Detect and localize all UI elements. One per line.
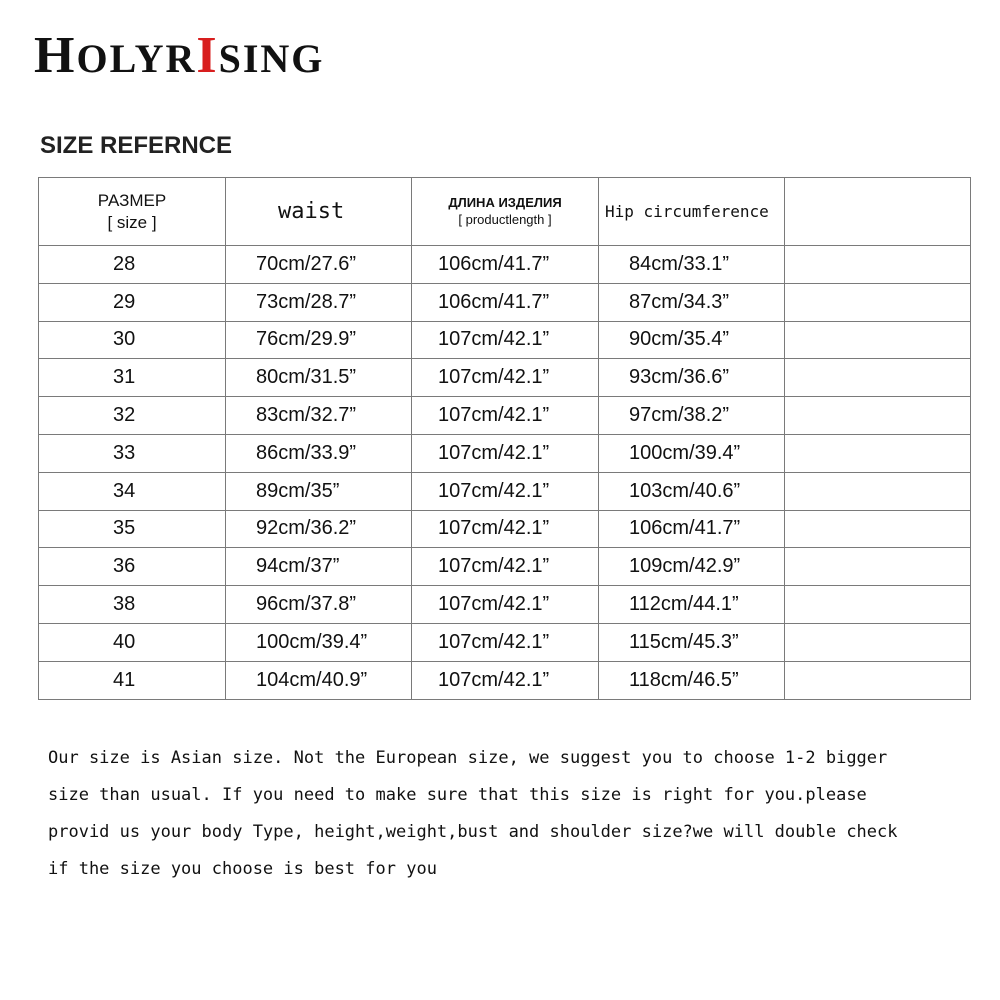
cell-waist: 73cm/28.7” [226,283,412,321]
cell-length: 106cm/41.7” [412,246,599,284]
note-line: size than usual. If you need to make sure that this size is right for you.please [48,785,867,805]
cell-length: 107cm/42.1” [412,434,599,472]
cell-length: 107cm/42.1” [412,359,599,397]
cell-empty [785,321,971,359]
cell-length: 107cm/42.1” [412,548,599,586]
cell-empty [785,246,971,284]
cell-size: 36 [39,548,226,586]
table-row [39,661,971,699]
cell-hip: 100cm/39.4” [599,434,785,472]
header-waist: waist [226,178,412,246]
table-row [39,434,971,472]
header-length-en: [ productlength ] [458,211,552,227]
cell-hip: 109cm/42.9” [599,548,785,586]
cell-empty [785,397,971,435]
cell-size: 31 [39,359,226,397]
table-row [39,472,971,510]
cell-empty [785,510,971,548]
header-size-en: [ size ] [107,212,157,232]
cell-hip: 93cm/36.6” [599,359,785,397]
cell-waist: 94cm/37” [226,548,412,586]
cell-hip: 106cm/41.7” [599,510,785,548]
cell-length: 107cm/42.1” [412,472,599,510]
cell-empty [785,359,971,397]
note-line: if the size you choose is best for you [48,859,437,879]
brand-logo: HOLYRISING [34,27,325,84]
cell-waist: 89cm/35” [226,472,412,510]
cell-waist: 96cm/37.8” [226,586,412,624]
cell-length: 107cm/42.1” [412,661,599,699]
cell-empty [785,434,971,472]
cell-hip: 118cm/46.5” [599,661,785,699]
table-row [39,548,971,586]
note-line: Our size is Asian size. Not the European size, we suggest you to choose 1-2 bigger [48,748,888,768]
cell-hip: 103cm/40.6” [599,472,785,510]
cell-waist: 100cm/39.4” [226,623,412,661]
cell-size: 30 [39,321,226,359]
table-row [39,246,971,284]
cell-size: 38 [39,586,226,624]
table-row [39,359,971,397]
table-row [39,397,971,435]
cell-length: 107cm/42.1” [412,586,599,624]
cell-hip: 90cm/35.4” [599,321,785,359]
note-line: provid us your body Type, height,weight,bust and shoulder size?we will double check [48,822,898,842]
cell-empty [785,661,971,699]
header-hip: Hip circumference [599,178,785,246]
page-heading: SIZE REFERNCE [40,132,233,159]
cell-waist: 104cm/40.9” [226,661,412,699]
header-extra [785,178,971,246]
cell-hip: 115cm/45.3” [599,623,785,661]
cell-waist: 86cm/33.9” [226,434,412,472]
cell-length: 107cm/42.1” [412,321,599,359]
table-row [39,623,971,661]
table-header-row [39,178,971,246]
cell-length: 107cm/42.1” [412,397,599,435]
header-size-ru: РАЗМЕР [97,191,167,211]
size-note [48,740,958,888]
cell-waist: 83cm/32.7” [226,397,412,435]
cell-empty [785,283,971,321]
cell-size: 33 [39,434,226,472]
cell-size: 35 [39,510,226,548]
header-length-ru: ДЛИНА ИЗДЕЛИЯ [448,195,562,211]
cell-waist: 92cm/36.2” [226,510,412,548]
cell-length: 106cm/41.7” [412,283,599,321]
cell-size: 28 [39,246,226,284]
cell-length: 107cm/42.1” [412,510,599,548]
cell-empty [785,623,971,661]
cell-empty [785,472,971,510]
header-length [412,178,599,246]
cell-size: 34 [39,472,226,510]
cell-hip: 84cm/33.1” [599,246,785,284]
cell-waist: 76cm/29.9” [226,321,412,359]
header-size [39,178,226,246]
cell-size: 29 [39,283,226,321]
cell-hip: 97cm/38.2” [599,397,785,435]
cell-waist: 70cm/27.6” [226,246,412,284]
table-row [39,321,971,359]
cell-size: 41 [39,661,226,699]
table-row [39,510,971,548]
table-row [39,586,971,624]
cell-hip: 112cm/44.1” [599,586,785,624]
cell-empty [785,586,971,624]
cell-size: 32 [39,397,226,435]
size-chart-table [38,177,971,700]
table-row [39,283,971,321]
cell-empty [785,548,971,586]
cell-hip: 87cm/34.3” [599,283,785,321]
cell-waist: 80cm/31.5” [226,359,412,397]
cell-length: 107cm/42.1” [412,623,599,661]
cell-size: 40 [39,623,226,661]
